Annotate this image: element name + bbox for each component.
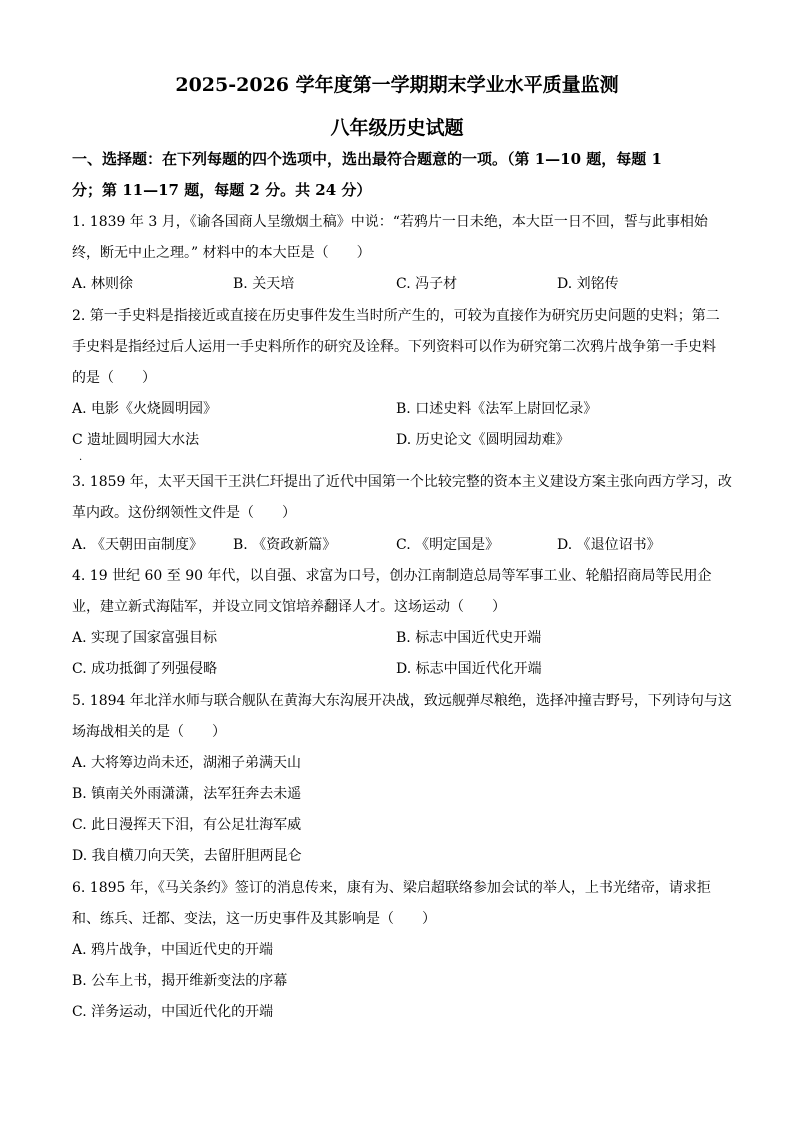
exam-title: 2025-2026 学年度第一学期期末学业水平质量监测 bbox=[175, 74, 619, 96]
question-1-text-line-2: 终，断无中止之理。” 材料中的本大臣是（ ） bbox=[72, 245, 371, 261]
question-6-option-c[interactable]: C. 洋务运动，中国近代化的开端 bbox=[72, 1004, 274, 1020]
question-2-text-line-3: 的是（ ） bbox=[72, 370, 156, 386]
stray-dot-mark: . bbox=[79, 452, 83, 463]
question-1-text-line-1: 1. 1839 年 3 月，《谕各国商人呈缴烟土稿》中说：“若鸦片一日未绝，本大臣一日不回，誓与此事相始 bbox=[72, 214, 708, 230]
question-3-option-b[interactable]: B. 《资政新篇》 bbox=[233, 537, 337, 553]
question-6-option-b[interactable]: B. 公车上书，揭开维新变法的序幕 bbox=[72, 973, 288, 989]
question-4-text-line-2: 业，建立新式海陆军，并设立同文馆培养翻译人才。这场运动（ ） bbox=[72, 599, 506, 615]
question-6-text-line-1: 6. 1895 年，《马关条约》签订的消息传来，康有为、梁启超联络参加会试的举人，上书光绪帝，请求拒 bbox=[72, 880, 711, 896]
question-3-option-d[interactable]: D. 《退位诏书》 bbox=[557, 537, 661, 553]
exam-subtitle: 八年级历史试题 bbox=[330, 117, 464, 139]
question-1-option-b[interactable]: B. 关天培 bbox=[233, 276, 295, 292]
question-2-option-a[interactable]: A. 电影《火烧圆明园》 bbox=[72, 401, 218, 417]
question-2-option-b[interactable]: B. 口述史料《法军上尉回忆录》 bbox=[396, 401, 598, 417]
question-4-text-line-1: 4. 19 世纪 60 至 90 年代，以自强、求富为口号，创办江南制造总局等军事工业、轮船招商局等民用企 bbox=[72, 568, 712, 584]
question-4-option-b[interactable]: B. 标志中国近代史开端 bbox=[396, 630, 542, 646]
question-3-text-line-2: 革内政。这份纲领性文件是（ ） bbox=[72, 505, 296, 521]
question-5-option-d[interactable]: D. 我自横刀向天笑，去留肝胆两昆仑 bbox=[72, 848, 302, 864]
question-4-option-c[interactable]: C. 成功抵御了列强侵略 bbox=[72, 661, 218, 677]
question-3-text-line-1: 3. 1859 年，太平天国干王洪仁玕提出了近代中国第一个比较完整的资本主义建设方案主张向西方学习，改 bbox=[72, 474, 732, 490]
question-3-option-a[interactable]: A. 《天朝田亩制度》 bbox=[72, 537, 204, 553]
question-2-option-c[interactable]: C 遗址圆明园大水法 bbox=[72, 432, 200, 448]
question-5-option-b[interactable]: B. 镇南关外雨潇潇，法军狂奔去未遥 bbox=[72, 786, 302, 802]
question-5-option-a[interactable]: A. 大将筹边尚未还，湖湘子弟满天山 bbox=[72, 755, 302, 771]
question-6-text-line-2: 和、练兵、迁都、变法，这一历史事件及其影响是（ ） bbox=[72, 911, 436, 927]
section-instruction-line-2: 分；第 11—17 题，每题 2 分。共 24 分） bbox=[72, 181, 372, 199]
question-2-option-d[interactable]: D. 历史论文《圆明园劫难》 bbox=[396, 432, 570, 448]
question-5-text-line-2: 场海战相关的是（ ） bbox=[72, 724, 226, 740]
question-3-option-c[interactable]: C. 《明定国是》 bbox=[396, 537, 500, 553]
question-5-option-c[interactable]: C. 此日漫挥天下泪，有公足壮海军威 bbox=[72, 817, 302, 833]
question-2-text-line-1: 2. 第一手史料是指接近或直接在历史事件发生当时所产生的，可较为直接作为研究历史问题的史料；第二 bbox=[72, 308, 720, 324]
question-1-option-c[interactable]: C. 冯子材 bbox=[396, 276, 458, 292]
question-4-option-a[interactable]: A. 实现了国家富强目标 bbox=[72, 630, 218, 646]
question-5-text-line-1: 5. 1894 年北洋水师与联合舰队在黄海大东沟展开决战，致远舰弹尽粮绝，选择冲撞吉野号，下列诗句与这 bbox=[72, 693, 732, 709]
question-1-option-a[interactable]: A. 林则徐 bbox=[72, 276, 134, 292]
question-6-option-a[interactable]: A. 鸦片战争，中国近代史的开端 bbox=[72, 942, 274, 958]
question-1-option-d[interactable]: D. 刘铭传 bbox=[557, 276, 619, 292]
section-instruction-line-1: 一、选择题：在下列每题的四个选项中，选出最符合题意的一项。（第 1—10 题，每题 1 bbox=[72, 150, 662, 168]
question-2-text-line-2: 手史料是指经过后人运用一手史料所作的研究及诠释。下列资料可以作为研究第二次鸦片战争第一手史料 bbox=[72, 339, 716, 355]
question-4-option-d[interactable]: D. 标志中国近代化开端 bbox=[396, 661, 542, 677]
